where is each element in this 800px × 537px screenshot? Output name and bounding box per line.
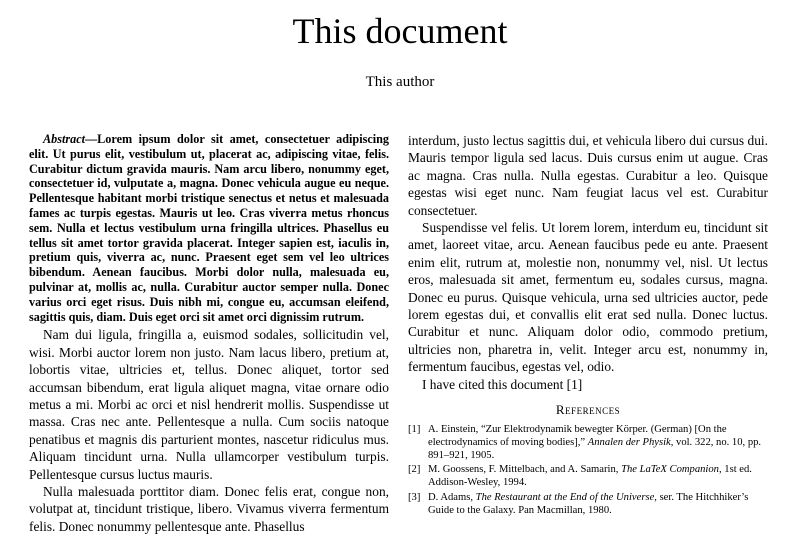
reference-number: [1] [408,423,421,435]
abstract-text: Lorem ipsum dolor sit amet, consectetuer adipiscing elit. Ut purus elit, vestibulum ut, placerat ac, adipiscing vitae, felis. Curabitur dictum gravida mauris. Nam arcu libero, nonummy eget, consectetuer id, vulputate a, magna. Donec vehicula augue eu neque. Pellentesque habitant morbi tristique senectus et netus et malesuada fames ac turpis egestas. Mauris ut leo. Cras viverra metus rhoncus sem. Nulla et lectus vestibulum urna fringilla ultrices. Phasellus eu tellus sit amet tortor gravida placerat. Integer sapien est, iaculis in, pretium quis, viverra ac, nunc. Praesent eget sem vel leo ultrices bibendum. Aenean faucibus. Morbi dolor nulla, malesuada eu, pulvinar at, mollis ac, nulla. Curabitur auctor semper nulla. Donec varius orci eget risus. Duis nibh mi, congue eu, accumsan eleifend, sagittis quis, diam. Duis eget orci sit amet orci dignissim rutrum. [29,132,389,324]
left-column [29,132,389,535]
abstract [29,132,389,324]
citation-sentence: I have cited this document [1] [422,376,583,392]
abstract-label: Abstract [43,132,85,146]
references-heading: References [555,402,621,418]
right-column [408,132,768,518]
document-author: This author [365,74,435,90]
reference-text: D. Adams, The Restaurant at the End of the Universe, ser. The Hitchhiker’s Guide to the Galaxy. Pan Macmillan, 1980. [428,491,749,516]
abstract-separator: — [84,132,98,146]
body-paragraph: Suspendisse vel felis. Ut lorem lorem, interdum eu, tincidunt sit amet, laoreet vitae, arcu. Aenean faucibus pede eu ante. Praesent enim elit, rutrum at, molestie non, nonummy vel, nisl. Ut lectus eros, malesuada sit amet, fermentum eu, sodales cursus, magna. Donec eu purus. Quisque vehicula, urna sed ultricies auctor, pede lorem egestas dui, et convallis elit erat sed nulla. Donec luctus. Curabitur et nunc. Aliquam dolor odio, commodo pretium, ultricies non, pharetra in, velit. Integer arcu est, nonummy in, fermentum faucibus, egestas vel, odio. [408,220,768,375]
reference-text: M. Goossens, F. Mittelbach, and A. Samarin, The LaTeX Companion, 1st ed. Addison-Wesley, 1994. [428,464,752,489]
reference-text: A. Einstein, “Zur Elektrodynamik bewegter Körper. (German) [On the electrodynamics of moving bodies],” Annalen der Physik, vol. 322, no. 10, pp. 891–921, 1905. [428,423,762,461]
document-title: This document [292,11,508,51]
reference-item [408,491,768,517]
body-paragraph-continued: interdum, justo lectus sagittis dui, et vehicula libero dui cursus dui. Mauris tempor ligula sed lacus. Duis cursus enim ut augue. Cras ac magna. Cras nulla. Nulla egestas. Curabitur a leo. Quisque egestas wisi eget nunc. Nam feugiat lacus vel est. Curabitur consectetuer. [408,133,768,218]
body-paragraph: Nulla malesuada porttitor diam. Donec felis erat, congue non, volutpat at, tincidunt tristique, libero. Vivamus viverra fermentum felis. Donec nonummy pellentesque ante. Phasellus [29,484,389,534]
reference-number: [3] [408,491,421,503]
reference-number: [2] [408,464,421,476]
reference-item [408,423,768,463]
reference-item [408,463,768,489]
body-paragraph: Nam dui ligula, fringilla a, euismod sodales, sollicitudin vel, wisi. Morbi auctor lorem non justo. Nam lacus libero, pretium at, lobortis vitae, ultricies et, tellus. Donec aliquet, tortor sed accumsan bibendum, erat ligula aliquet magna, vitae ornare odio metus a mi. Morbi ac orci et nisl hendrerit mollis. Suspendisse ut massa. Cras nec ante. Pellentesque a nulla. Cum sociis natoque penatibus et magnis dis parturient montes, nascetur ridiculus mus. Aliquam tincidunt urna. Nulla ullamcorper vestibulum turpis. Pellentesque cursus luctus mauris. [29,327,389,482]
